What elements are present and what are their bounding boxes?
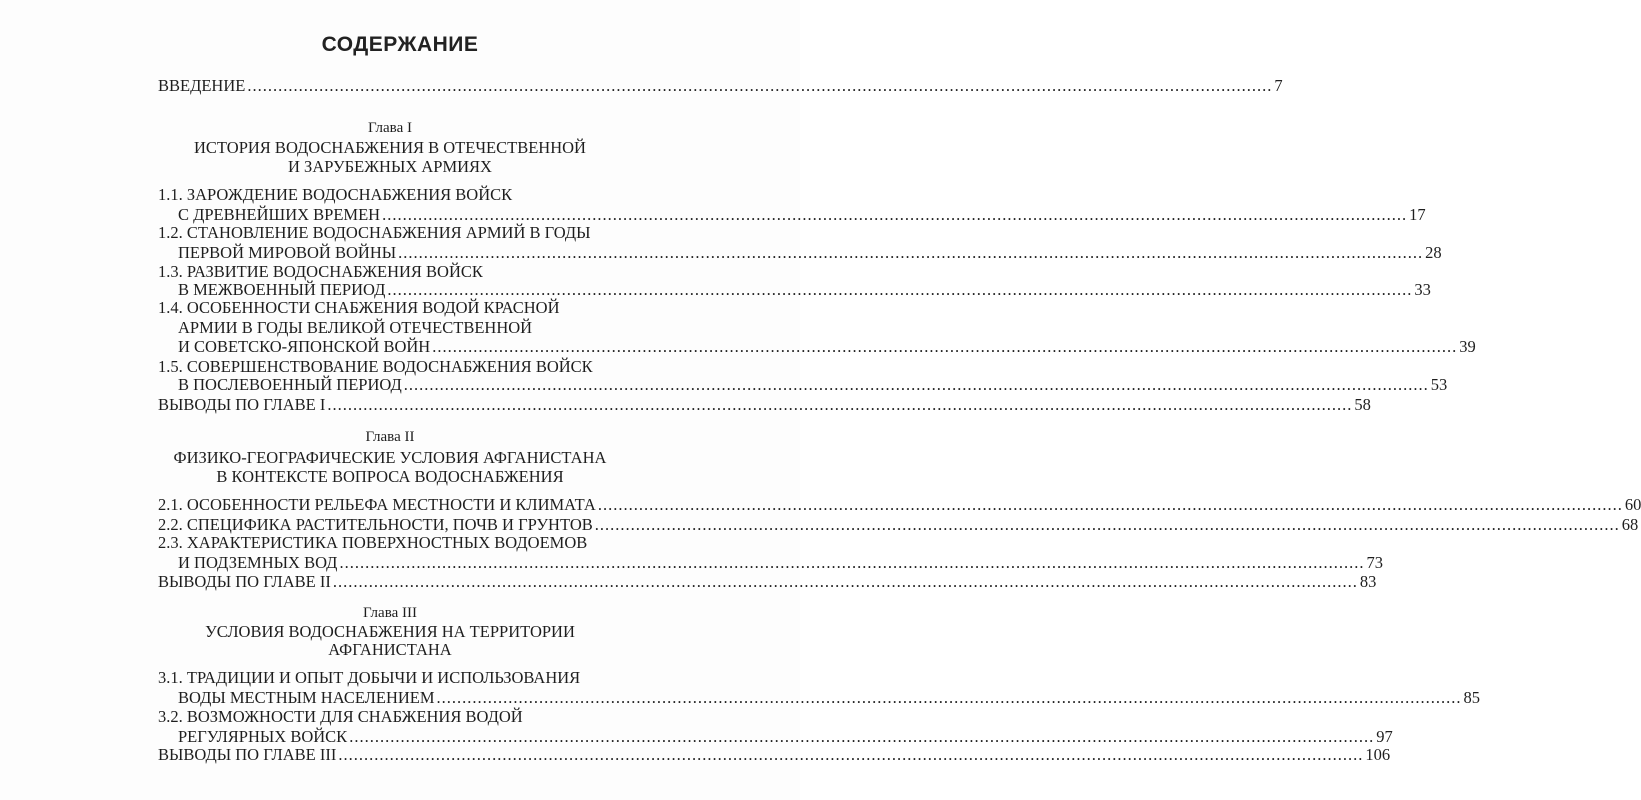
entry-title: 2.2. СПЕЦИФИКА РАСТИТЕЛЬНОСТИ, ПОЧВ И ГРУНТОВ [158, 515, 593, 534]
toc-entry[interactable] [158, 515, 1639, 535]
dot-leader: ........................................................................................................................................................................................................ [432, 337, 1458, 356]
entry-title: АРМИИ В ГОДЫ ВЕЛИКОЙ ОТЕЧЕСТВЕННОЙ [178, 318, 533, 337]
toc-entry[interactable] [158, 262, 625, 282]
entry-title: 2.1. ОСОБЕННОСТИ РЕЛЬЕФА МЕСТНОСТИ И КЛИМАТА [158, 495, 596, 514]
toc-entry[interactable] [178, 688, 1481, 708]
page-title: СОДЕРЖАНИЕ [321, 33, 479, 56]
dot-leader: ........................................................................................................................................................................................................ [338, 745, 1364, 764]
toc-entry[interactable] [158, 298, 625, 318]
page-number: 28 [1425, 243, 1442, 262]
page-number: 53 [1430, 375, 1448, 394]
page-number: 39 [1459, 337, 1476, 356]
page-number: 85 [1463, 688, 1481, 707]
toc-entry[interactable] [158, 745, 1391, 765]
toc-entry[interactable] [158, 357, 625, 377]
chapter-heading: ИСТОРИЯ ВОДОСНАБЖЕНИЯ В ОТЕЧЕСТВЕННОЙ [194, 138, 586, 157]
toc-entry[interactable] [178, 375, 1448, 395]
dot-leader: ........................................................................................................................................................................................................ [339, 553, 1365, 572]
entry-title: И ПОДЗЕМНЫХ ВОД [178, 553, 338, 572]
entry-title: 2.3. ХАРАКТЕРИСТИКА ПОВЕРХНОСТНЫХ ВОДОЕМОВ [158, 533, 588, 552]
entry-title: РЕГУЛЯРНЫХ ВОЙСК [178, 727, 348, 746]
chapter-heading: ФИЗИКО-ГЕОГРАФИЧЕСКИЕ УСЛОВИЯ АФГАНИСТАНА [173, 448, 607, 467]
entry-title: 3.1. ТРАДИЦИИ И ОПЫТ ДОБЫЧИ И ИСПОЛЬЗОВАНИЯ [158, 668, 581, 687]
entry-title: ВЫВОДЫ ПО ГЛАВЕ III [158, 745, 337, 764]
dot-leader: ........................................................................................................................................................................................................ [597, 495, 1623, 514]
dot-leader: ........................................................................................................................................................................................................ [398, 243, 1424, 262]
entry-title: 3.2. ВОЗМОЖНОСТИ ДЛЯ СНАБЖЕНИЯ ВОДОЙ [158, 707, 523, 726]
toc-entry[interactable] [158, 395, 1371, 415]
dot-leader: ........................................................................................................................................................................................................ [247, 76, 1273, 95]
dot-leader: ........................................................................................................................................................................................................ [332, 572, 1358, 591]
entry-title: 1.5. СОВЕРШЕНСТВОВАНИЕ ВОДОСНАБЖЕНИЯ ВОЙСК [158, 357, 593, 376]
chapter-heading: УСЛОВИЯ ВОДОСНАБЖЕНИЯ НА ТЕРРИТОРИИ [205, 622, 575, 641]
toc-entry[interactable] [158, 185, 625, 205]
toc-entry[interactable] [158, 495, 1641, 515]
chapter-label: Глава I [368, 120, 412, 136]
entry-title: ВВЕДЕНИЕ [158, 76, 246, 95]
page-number: 17 [1409, 205, 1426, 224]
toc-entry[interactable] [158, 533, 625, 553]
toc-entry[interactable] [158, 668, 625, 688]
dot-leader: ........................................................................................................................................................................................................ [436, 688, 1462, 707]
entry-title: ВОДЫ МЕСТНЫМ НАСЕЛЕНИЕМ [178, 688, 435, 707]
chapter-label: Глава III [363, 605, 417, 621]
page-number: 60 [1624, 495, 1641, 514]
toc-entry[interactable] [158, 223, 625, 243]
dot-leader: ........................................................................................................................................................................................................ [349, 727, 1375, 746]
toc-entry[interactable] [178, 318, 625, 338]
dot-leader: ........................................................................................................................................................................................................ [327, 395, 1353, 414]
entry-title: ВЫВОДЫ ПО ГЛАВЕ II [158, 572, 331, 591]
toc-entry[interactable] [178, 553, 1383, 573]
entry-title: 1.1. ЗАРОЖДЕНИЕ ВОДОСНАБЖЕНИЯ ВОЙСК [158, 185, 513, 204]
toc-entry[interactable] [178, 205, 1426, 225]
chapter-heading: И ЗАРУБЕЖНЫХ АРМИЯХ [288, 157, 492, 176]
dot-leader: ........................................................................................................................................................................................................ [403, 375, 1429, 394]
entry-title: ВЫВОДЫ ПО ГЛАВЕ I [158, 395, 326, 414]
page-number: 33 [1414, 280, 1431, 299]
page-number: 7 [1274, 76, 1283, 95]
entry-title: В МЕЖВОЕННЫЙ ПЕРИОД [178, 280, 386, 299]
chapter-label: Глава II [365, 429, 415, 445]
entry-title: ПЕРВОЙ МИРОВОЙ ВОЙНЫ [178, 243, 397, 262]
dot-leader: ........................................................................................................................................................................................................ [382, 205, 1408, 224]
entry-title: 1.2. СТАНОВЛЕНИЕ ВОДОСНАБЖЕНИЯ АРМИЙ В ГОДЫ [158, 223, 591, 242]
toc-entry[interactable] [178, 337, 1476, 357]
entry-title: В ПОСЛЕВОЕННЫЙ ПЕРИОД [178, 375, 402, 394]
page-number: 97 [1376, 727, 1393, 746]
toc-entry[interactable] [158, 707, 625, 727]
chapter-heading: АФГАНИСТАНА [328, 640, 452, 659]
toc-entry[interactable] [178, 727, 1393, 747]
entry-title: 1.3. РАЗВИТИЕ ВОДОСНАБЖЕНИЯ ВОЙСК [158, 262, 483, 281]
dot-leader: ........................................................................................................................................................................................................ [594, 515, 1620, 534]
toc-entry[interactable] [158, 572, 1377, 592]
toc-entry[interactable] [178, 243, 1442, 263]
page-number: 83 [1359, 572, 1377, 591]
dot-leader: ........................................................................................................................................................................................................ [387, 280, 1413, 299]
entry-title: 1.4. ОСОБЕННОСТИ СНАБЖЕНИЯ ВОДОЙ КРАСНОЙ [158, 298, 560, 317]
toc-entry[interactable] [178, 280, 1431, 300]
page-number: 68 [1621, 515, 1639, 534]
page-number: 73 [1366, 553, 1383, 572]
page-number: 106 [1365, 745, 1391, 764]
toc-entry-introduction[interactable] [158, 76, 1283, 96]
page-number: 58 [1354, 395, 1371, 414]
chapter-heading: В КОНТЕКСТЕ ВОПРОСА ВОДОСНАБЖЕНИЯ [216, 467, 564, 486]
entry-title: С ДРЕВНЕЙШИХ ВРЕМЕН [178, 205, 381, 224]
entry-title: И СОВЕТСКО-ЯПОНСКОЙ ВОЙН [178, 337, 431, 356]
